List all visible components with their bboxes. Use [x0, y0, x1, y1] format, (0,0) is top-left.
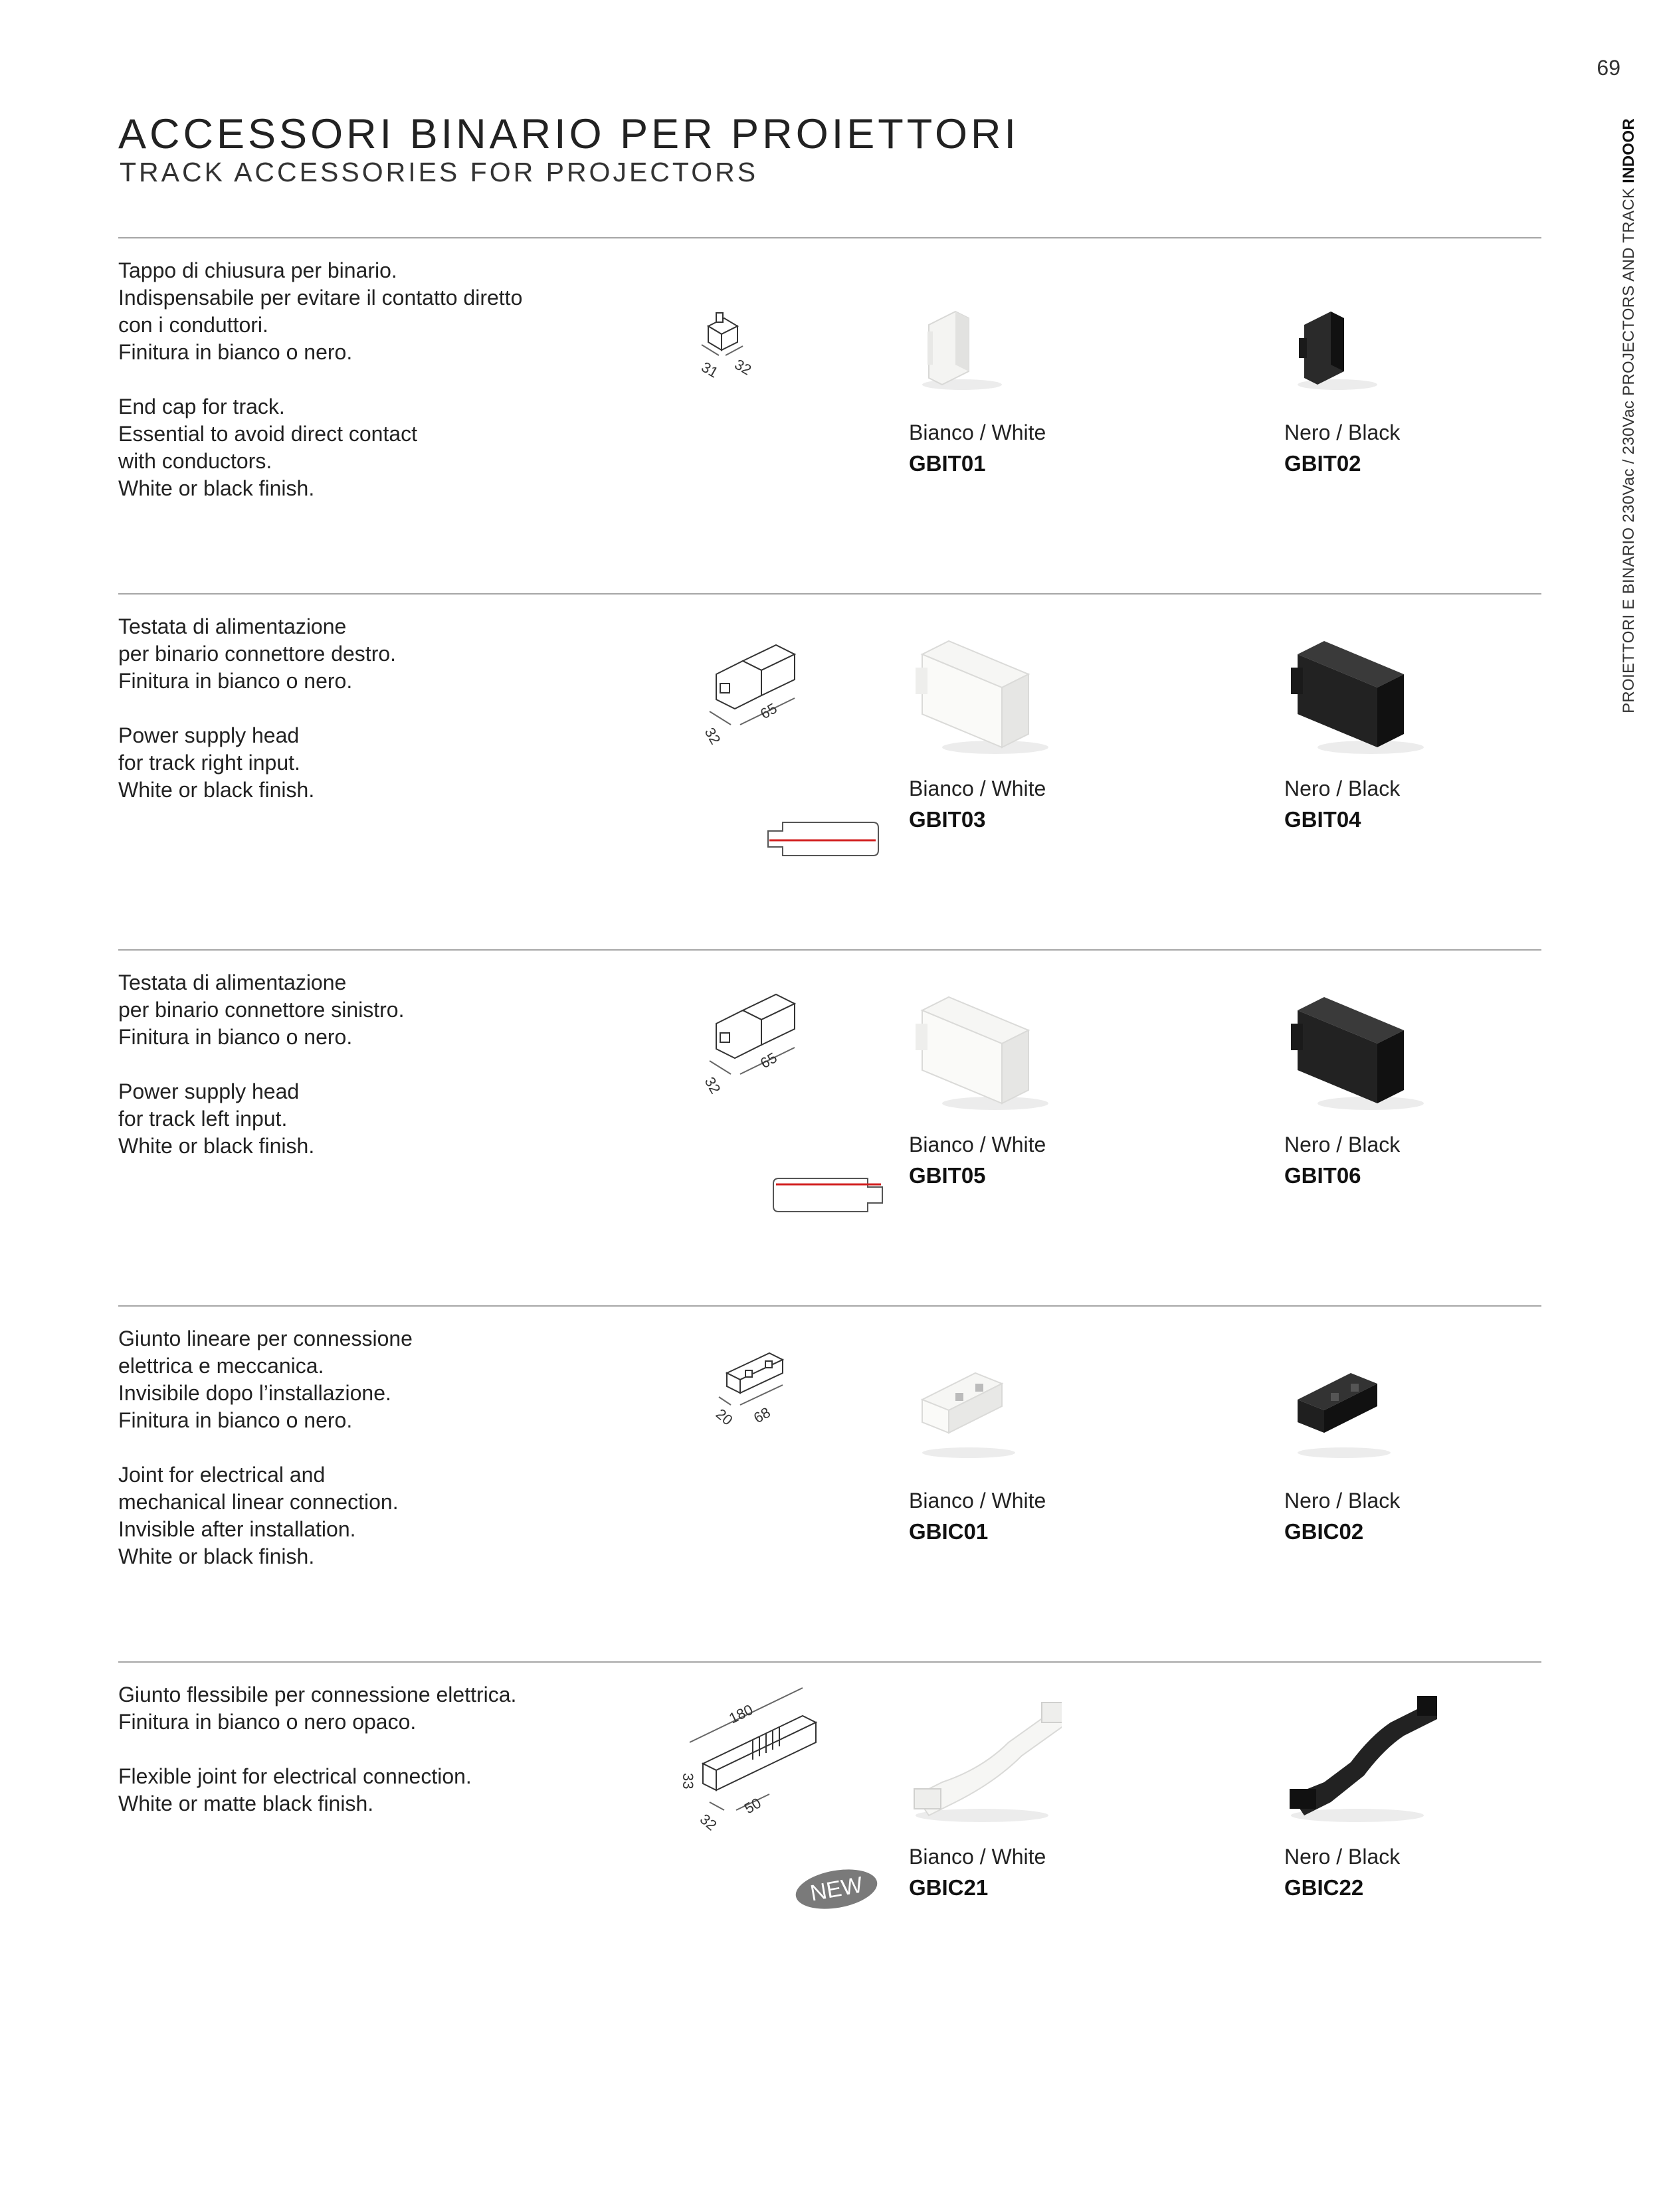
dimension-label: 65 [757, 699, 780, 723]
product-color: Bianco / White [909, 1133, 1046, 1156]
product-photo-black [1284, 984, 1437, 1117]
new-badge-label: NEW [808, 1872, 865, 1906]
product-black[interactable] [1284, 238, 1563, 595]
technical-drawing [583, 595, 955, 951]
description-italian: Tappo di chiusura per binario. Indispensabile per evitare il contatto diretto con i conduttori. Finitura in bianco o nero. [118, 258, 523, 364]
product-white[interactable] [909, 1663, 1188, 2019]
product-code: GBIC21 [909, 1875, 989, 1900]
section-description [118, 969, 583, 1187]
product-photo-white [909, 1340, 1062, 1473]
section-description [118, 1325, 583, 1598]
dimension-label: 20 [712, 1405, 736, 1429]
product-section-end-cap [118, 237, 1541, 595]
product-color: Nero / Black [1284, 1133, 1401, 1156]
dimension-label: 32 [696, 1810, 720, 1834]
product-black[interactable] [1284, 1663, 1563, 2019]
product-photo-white [909, 984, 1062, 1117]
product-photo-black [1284, 628, 1437, 761]
new-badge [795, 1869, 878, 1910]
drawing-slot [745, 1370, 752, 1377]
drawing-connector [720, 1033, 730, 1042]
product-section-linear-joint [118, 1305, 1541, 1663]
page-number: 69 [1597, 56, 1620, 80]
product-code: GBIC22 [1284, 1875, 1364, 1900]
product-code: GBIT02 [1284, 451, 1361, 476]
drawing-connector [720, 684, 730, 693]
description-english: Flexible joint for electrical connection. White or matte black finish. [118, 1764, 472, 1815]
dimension-label: 32 [701, 725, 724, 747]
dimension-label: 50 [741, 1794, 764, 1817]
page-title: ACCESSORI BINARIO PER PROIETTORI [118, 111, 1020, 157]
product-code: GBIT03 [909, 807, 986, 832]
side-label-text: PROIETTORI E BINARIO 230Vac / 230Vac PROJECTORS AND TRACK [1620, 187, 1638, 713]
dimension-label: 32 [732, 355, 755, 379]
product-white[interactable] [909, 1307, 1188, 1663]
side-section-label [1620, 118, 1649, 716]
product-color: Bianco / White [909, 1845, 1046, 1869]
dim-line [719, 1397, 731, 1405]
product-photo-black [1284, 1340, 1437, 1473]
description-english: End cap for track. Essential to avoid direct contact with conductors. White or black finish. [118, 395, 418, 500]
section-description [118, 1681, 583, 1845]
product-photo-black [1284, 1676, 1437, 1822]
product-black[interactable] [1284, 951, 1563, 1307]
product-section-flexible-joint [118, 1661, 1541, 2019]
description-italian: Giunto flessibile per connessione elettrica. Finitura in bianco o nero opaco. [118, 1683, 517, 1734]
section-description [118, 613, 583, 831]
product-color: Nero / Black [1284, 420, 1401, 444]
page-subtitle: TRACK ACCESSORIES FOR PROJECTORS [120, 157, 759, 187]
product-photo-white [909, 272, 1062, 405]
product-white[interactable] [909, 951, 1188, 1307]
product-color: Bianco / White [909, 420, 1046, 444]
product-color: Nero / Black [1284, 1489, 1401, 1513]
description-english: Power supply head for track right input. White or black finish. [118, 723, 315, 802]
drawing-tab [716, 313, 723, 322]
dimension-label: 32 [701, 1074, 724, 1097]
product-white[interactable] [909, 595, 1188, 951]
wiring-diagram [768, 822, 878, 856]
product-code: GBIT06 [1284, 1163, 1361, 1188]
product-black[interactable] [1284, 1307, 1563, 1663]
product-color: Bianco / White [909, 777, 1046, 800]
technical-drawing [583, 951, 955, 1307]
dimension-label: 31 [698, 358, 722, 381]
dim-line [710, 1802, 724, 1810]
dimension-label: 68 [751, 1404, 773, 1427]
description-italian: Testata di alimentazione per binario connettore destro. Finitura in bianco o nero. [118, 614, 397, 693]
product-photo-white [909, 1676, 1062, 1822]
product-code: GBIC01 [909, 1519, 989, 1544]
product-color: Bianco / White [909, 1489, 1046, 1513]
dimension-label: 33 [680, 1773, 696, 1790]
product-section-power-right [118, 593, 1541, 951]
description-italian: Testata di alimentazione per binario connettore sinistro. Finitura in bianco o nero. [118, 970, 405, 1049]
product-code: GBIT05 [909, 1163, 986, 1188]
technical-drawing [583, 238, 955, 595]
product-color: Nero / Black [1284, 777, 1401, 800]
section-description [118, 257, 583, 529]
product-black[interactable] [1284, 595, 1563, 951]
drawing-slot [765, 1361, 772, 1368]
description-italian: Giunto lineare per connessione elettrica e meccanica. Invisibile dopo l’installazione. Finitura in bianco o nero. [118, 1327, 413, 1432]
technical-drawing [583, 1307, 955, 1663]
product-photo-black [1284, 272, 1437, 405]
description-english: Power supply head for track left input. White or black finish. [118, 1079, 315, 1158]
product-code: GBIT04 [1284, 807, 1361, 832]
technical-drawing [583, 1663, 955, 2019]
dim-line [710, 711, 731, 725]
product-code: GBIC02 [1284, 1519, 1364, 1544]
product-color: Nero / Black [1284, 1845, 1401, 1869]
dim-line [710, 1061, 731, 1074]
product-section-power-left [118, 949, 1541, 1307]
side-label-bold: INDOOR [1620, 118, 1638, 183]
product-code: GBIT01 [909, 451, 986, 476]
dimension-label: 65 [757, 1049, 780, 1072]
dimension-label: 180 [726, 1701, 756, 1727]
description-english: Joint for electrical and mechanical linear connection. Invisible after installation. White or black finish. [118, 1463, 399, 1568]
product-photo-white [909, 628, 1062, 761]
product-white[interactable] [909, 238, 1188, 595]
wiring-diagram [773, 1178, 882, 1212]
